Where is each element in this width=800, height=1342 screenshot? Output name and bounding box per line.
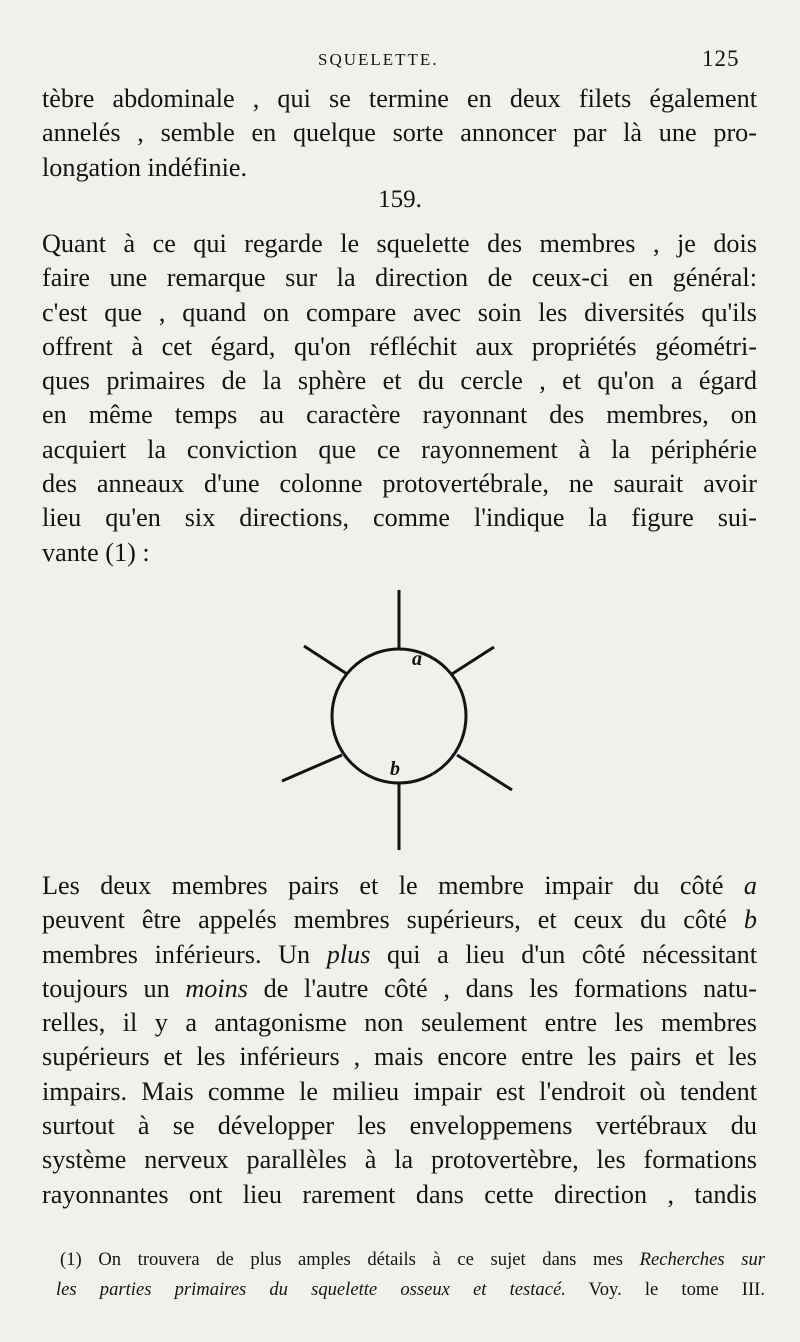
running-title: SQUELETTE. <box>318 50 439 69</box>
text-line <box>42 938 757 972</box>
text-run: Les deux membres pairs et le membre impair du côté <box>42 871 744 900</box>
text-line: Quant à ce qui regarde le squelette des membres , je dois <box>42 229 757 258</box>
text-run: de l'autre côté , dans les formations natu- <box>247 973 757 1003</box>
circle-diagram <box>262 584 542 854</box>
italic-title: les parties primaires du squelette osseux et testacé. <box>56 1279 566 1300</box>
text-line: acquiert la conviction que ce rayonnement à la périphérie <box>42 434 757 464</box>
text-line: faire une remarque sur la direction de ceux-ci en général: <box>42 263 757 293</box>
footnote-line <box>56 1275 765 1305</box>
ray-upper-left <box>304 646 347 674</box>
text-run: peuvent être appelés membres supérieurs, et ceux du côté <box>42 905 744 935</box>
text-line: vante (1) : <box>42 537 150 567</box>
section-number: 159. <box>378 186 422 213</box>
text-run: qui a lieu d'un côté nécessitant <box>370 939 757 969</box>
text-line: ques primaires de la sphère et du cercle , et qu'on a égard <box>42 366 757 396</box>
page-number: 125 <box>702 46 740 71</box>
text-line: c'est que , quand on compare avec soin les diversités qu'ils <box>42 297 757 327</box>
italic-letter: b <box>743 905 757 935</box>
italic-word: moins <box>185 973 248 1003</box>
text-line: des anneaux d'une colonne protovertébrale, ne saurait avoir <box>42 469 757 499</box>
text-line: annelés , semble en quelque sorte annoncer par là une pro- <box>42 118 757 148</box>
text-line <box>42 869 757 903</box>
ray-upper-right <box>452 647 494 674</box>
footnote-marker: (1) <box>60 1249 82 1270</box>
ray-lower-right <box>457 755 512 790</box>
text-run: Voy. le tome III. <box>565 1279 765 1300</box>
footnote-line <box>60 1245 765 1275</box>
text-line <box>42 972 757 1006</box>
text-run: On trouvera de plus amples détails à ce sujet dans mes <box>81 1249 640 1270</box>
text-run: toujours un <box>42 973 186 1003</box>
italic-letter: a <box>743 871 757 900</box>
radiating-limbs-figure <box>262 584 542 854</box>
text-line <box>42 903 757 937</box>
footnote <box>56 1245 765 1305</box>
paragraph-continuation <box>42 82 757 185</box>
text-line: supérieurs et les inférieurs , mais encore entre les pairs et les <box>42 1042 757 1072</box>
ray-lower-left <box>282 755 342 781</box>
text-run: membres inférieurs. Un <box>42 939 327 969</box>
figure-label-a: a <box>412 648 422 670</box>
text-line: lieu qu'en six directions, comme l'indique la figure sui- <box>42 503 757 533</box>
italic-title: Recherches sur <box>639 1249 765 1270</box>
text-line: offrent à cet égard, qu'on réfléchit aux propriétés géométri- <box>42 331 757 361</box>
paragraph-after-figure <box>42 869 757 1212</box>
text-line: relles, il y a antagonisme non seulement entre les membres <box>42 1008 757 1038</box>
text-line: en même temps au caractère rayonnant des membres, on <box>42 400 757 430</box>
text-line: rayonnantes ont lieu rarement dans cette direction , tandis <box>42 1179 757 1209</box>
text-line: longation indéfinie. <box>42 152 248 182</box>
page-header <box>0 46 800 76</box>
italic-word: plus <box>326 939 371 969</box>
text-line: système nerveux parallèles à la protovertèbre, les formations <box>42 1145 757 1175</box>
text-line: impairs. Mais comme le milieu impair est l'endroit où tendent <box>42 1076 757 1106</box>
text-line: surtout à se développer les enveloppemens vertébraux du <box>42 1111 757 1141</box>
text-line: tèbre abdominale , qui se termine en deux filets également <box>42 84 757 113</box>
figure-label-b: b <box>390 758 400 780</box>
paragraph-159 <box>42 227 757 570</box>
